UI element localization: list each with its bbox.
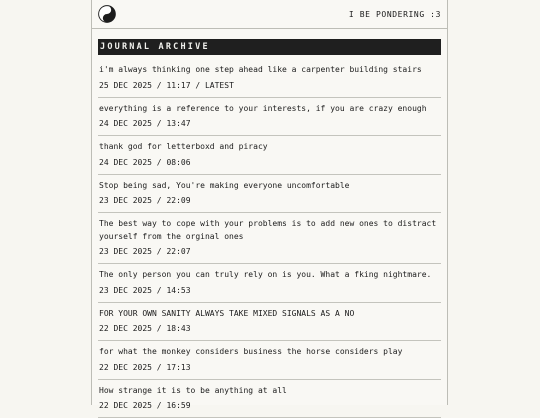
journal-entry[interactable] [98, 175, 441, 214]
entry-time: 18:43 [166, 324, 190, 333]
entry-date: 22 DEC 2025 [99, 401, 152, 410]
entry-text: The only person you can truly rely on is you. What a fking nightmare. [99, 269, 440, 282]
entry-date: 23 DEC 2025 [99, 286, 152, 295]
entry-date: 22 DEC 2025 [99, 324, 152, 333]
journal-entry[interactable] [98, 59, 441, 98]
journal-entry[interactable] [98, 303, 441, 342]
entry-text: i'm always thinking one step ahead like a carpenter building stairs [99, 64, 440, 77]
entry-text: FOR YOUR OWN SANITY ALWAYS TAKE MIXED SIGNALS AS A NO [99, 308, 440, 321]
journal-entry[interactable] [98, 98, 441, 137]
site-title[interactable]: I BE PONDERING :3 [349, 10, 441, 19]
entry-text: The best way to cope with your problems is to add new ones to distract yourself from the orginal ones [99, 218, 440, 243]
journal-entry[interactable] [98, 136, 441, 175]
entry-time: 08:06 [166, 158, 190, 167]
journal-entry[interactable] [98, 213, 441, 264]
entry-text: Stop being sad, You're making everyone uncomfortable [99, 180, 440, 193]
entry-date: 23 DEC 2025 [99, 196, 152, 205]
entry-text: How strange it is to be anything at all [99, 385, 440, 398]
entry-text: everything is a reference to your interests, if you are crazy enough [99, 103, 440, 116]
journal-column [91, 0, 448, 405]
journal-archive-heading: JOURNAL ARCHIVE [98, 39, 441, 55]
entry-date: 24 DEC 2025 [99, 119, 152, 128]
entry-date: 25 DEC 2025 [99, 81, 152, 90]
site-header [92, 0, 447, 29]
entry-meta: 25 DEC 2025 / 11:17 / LATEST [99, 80, 440, 92]
entry-meta: 22 DEC 2025 / 17:13 [99, 362, 440, 374]
entry-time: 11:17 [166, 81, 190, 90]
entry-text: for what the monkey considers business the horse considers play [99, 346, 440, 359]
entry-text: thank god for letterboxd and piracy [99, 141, 440, 154]
entry-time: 22:09 [166, 196, 190, 205]
entry-time: 13:47 [166, 119, 190, 128]
entry-time: 22:07 [166, 247, 190, 256]
latest-badge: LATEST [205, 81, 234, 90]
entry-meta: 24 DEC 2025 / 13:47 [99, 118, 440, 130]
entry-date: 23 DEC 2025 [99, 247, 152, 256]
entry-date: 24 DEC 2025 [99, 158, 152, 167]
entry-meta: 23 DEC 2025 / 22:09 [99, 195, 440, 207]
entry-meta: 24 DEC 2025 / 08:06 [99, 157, 440, 169]
journal-entry[interactable] [98, 341, 441, 380]
entry-meta: 23 DEC 2025 / 22:07 [99, 246, 440, 258]
entry-time: 16:59 [166, 401, 190, 410]
entry-time: 14:53 [166, 286, 190, 295]
entry-meta: 23 DEC 2025 / 14:53 [99, 285, 440, 297]
entry-meta: 22 DEC 2025 / 16:59 [99, 400, 440, 412]
entry-date: 22 DEC 2025 [99, 363, 152, 372]
yin-yang-icon[interactable] [98, 5, 116, 23]
journal-entry-list [98, 59, 441, 418]
journal-entry[interactable] [98, 264, 441, 303]
journal-entry[interactable] [98, 380, 441, 418]
entry-time: 17:13 [166, 363, 190, 372]
entry-meta: 22 DEC 2025 / 18:43 [99, 323, 440, 335]
